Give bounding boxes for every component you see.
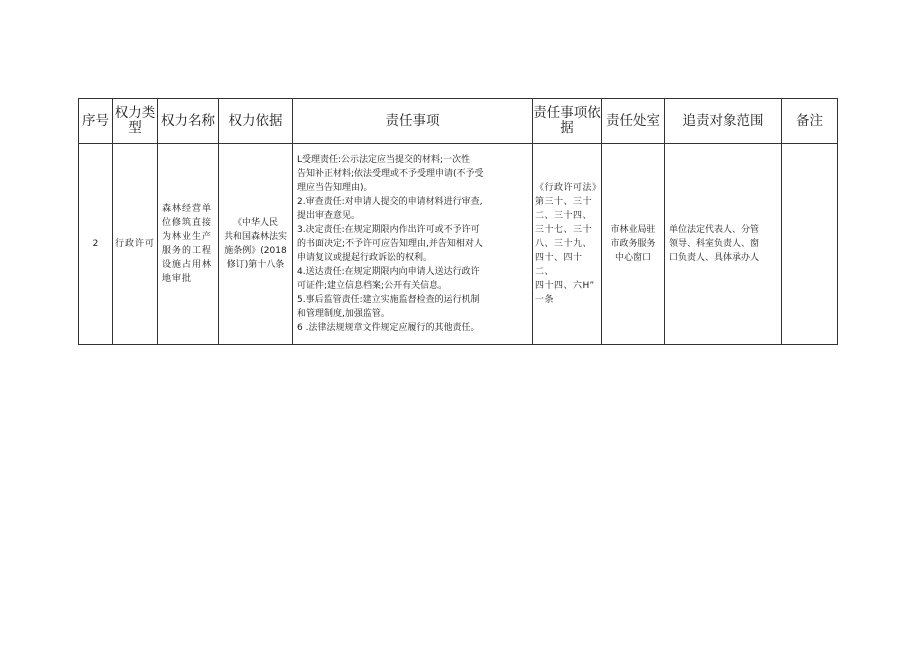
name-line: 森林经营单 xyxy=(162,204,213,214)
itembasis-line: 四十、四十二、 xyxy=(535,253,583,277)
cell-scope xyxy=(665,144,782,345)
cell-itembasis xyxy=(533,144,602,345)
header-type-line: 型 xyxy=(128,120,142,136)
name-line: 服务的工程 xyxy=(162,246,213,256)
items-line: 和管理制度,加强监管。 xyxy=(297,309,390,319)
name-line: 为林业生产 xyxy=(162,232,213,242)
basis-line: 修订)第十八条 xyxy=(226,260,285,270)
office-line: 中心窗口 xyxy=(614,253,651,263)
cell-items xyxy=(293,144,533,345)
basis-line: 《中华人民 xyxy=(232,218,278,228)
scope-line: 领导、科室负责人、窗 xyxy=(669,239,760,249)
items-line: 提出审查意见。 xyxy=(297,211,361,221)
items-line: 可证件;建立信息档案;公开有关信息。 xyxy=(297,281,448,291)
header-type xyxy=(113,99,158,144)
cell-note xyxy=(782,144,838,345)
office-line: 市政务服务 xyxy=(610,239,656,249)
header-name: 权力名称 xyxy=(158,99,219,144)
header-items: 责任事项 xyxy=(293,99,533,144)
header-note: 备注 xyxy=(782,99,838,144)
responsibility-table xyxy=(78,98,838,345)
header-itembasis xyxy=(533,99,602,144)
header-itembasis-line: 责任事项依 xyxy=(533,105,601,121)
items-line: 3.决定责任:在规定期限内作出许可或不予许可 xyxy=(297,225,480,235)
office-line: 市林业局驻 xyxy=(610,225,656,235)
items-line: 告知补正材料;依法受理或不予受理申请(不予受 xyxy=(297,169,484,179)
cell-name xyxy=(158,144,219,345)
itembasis-line: 八、三十九、 xyxy=(535,239,593,249)
items-line: 6 .法律法规规章文件规定应履行的其他责任。 xyxy=(297,323,480,333)
header-row xyxy=(79,99,838,144)
table-row xyxy=(79,144,838,345)
cell-number: 2 xyxy=(79,144,113,345)
basis-line: 施条例》(2018 xyxy=(224,246,287,256)
itembasis-line: 《行政许可法》 xyxy=(535,183,602,193)
header-number: 序号 xyxy=(79,99,113,144)
itembasis-line: 四十四、六H” xyxy=(535,281,595,291)
name-line: 位修筑直接 xyxy=(162,218,213,228)
cell-basis xyxy=(219,144,293,345)
items-line: 5.事后监管责任:建立实施监督检查的运行机制 xyxy=(297,295,480,305)
itembasis-line: 一条 xyxy=(535,295,555,305)
itembasis-line: 第三十、三十 xyxy=(535,197,593,207)
itembasis-line: 二、三十四、 xyxy=(535,211,593,221)
items-line: 理应当告知理由)。 xyxy=(297,183,373,193)
items-line: 4.送达责任:在规定期限内向申请人送达行政许 xyxy=(297,267,480,277)
basis-line: 共和国森林法实 xyxy=(223,232,287,242)
scope-line: 单位法定代表人、分管 xyxy=(669,225,760,235)
header-office: 责任处室 xyxy=(602,99,665,144)
header-scope: 追责对象范围 xyxy=(665,99,782,144)
items-line: 的书面决定;不予许可应告知理由,并告知相对人 xyxy=(297,239,483,249)
header-type-line: 权力类 xyxy=(114,105,156,121)
cell-type: 行政许可 xyxy=(113,144,158,345)
name-line: 地审批 xyxy=(162,274,193,284)
header-basis: 权力依据 xyxy=(219,99,293,144)
scope-line: 口负责人、具体承办人 xyxy=(669,253,760,263)
items-line: 申请复议或提起行政诉讼的权利。 xyxy=(297,253,433,263)
cell-office xyxy=(602,144,665,345)
items-line: L受理责任:公示法定应当提交的材料;一次性 xyxy=(297,155,471,165)
itembasis-line: 三十七、三十 xyxy=(535,225,593,235)
items-line: 2.审查责任:对申请人提交的申请材料进行审查, xyxy=(297,197,483,207)
name-line: 设施占用林 xyxy=(162,260,213,270)
header-itembasis-line: 据 xyxy=(560,120,574,136)
